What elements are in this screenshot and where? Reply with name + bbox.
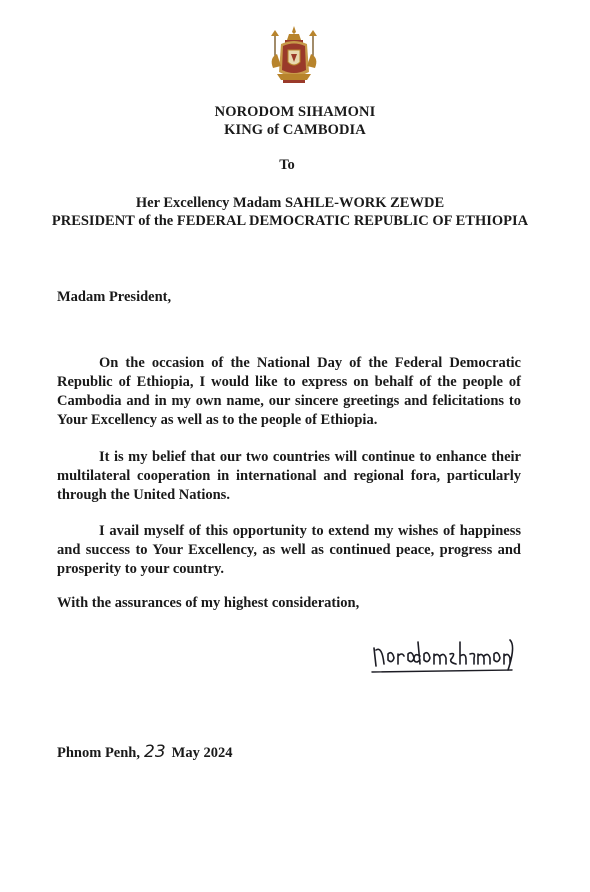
recipient-name: Her Excellency Madam SAHLE-WORK ZEWDE xyxy=(135,195,445,211)
body-paragraph: It is my belief that our two countries will continue to enhance their multilateral cooperation in international and regional fora, particularly through the United Nations. xyxy=(57,449,521,503)
body-paragraph: I avail myself of this opportunity to extend my wishes of happiness and success to Your Excellency, as well as continued peace, progress and prosperity to your country. xyxy=(57,523,521,577)
recipient-title: PRESIDENT of the FEDERAL DEMOCRATIC REPUBLIC OF ETHIOPIA xyxy=(51,213,529,229)
date-day: 23 xyxy=(144,742,166,762)
date-month-year: May 2024 xyxy=(171,745,233,761)
body-paragraph: On the occasion of the National Day of the Federal Democratic Republic of Ethiopia, I would like to express on behalf of the people of Cambodia and in my own name, our sincere greetings and felicitations to Your Excellency as well as to the people of Ethiopia. xyxy=(57,355,521,428)
sender-name: NORODOM SIHAMONI xyxy=(214,104,376,120)
to-label: To xyxy=(279,157,295,173)
salutation: Madam President, xyxy=(57,289,172,305)
place: Phnom Penh, xyxy=(57,745,140,761)
sender-title: KING of CAMBODIA xyxy=(224,122,366,138)
royal-crest-icon xyxy=(263,24,325,86)
place-and-date xyxy=(57,742,232,762)
handwritten-signature xyxy=(370,632,520,674)
closing-line: With the assurances of my highest consideration, xyxy=(57,595,360,611)
